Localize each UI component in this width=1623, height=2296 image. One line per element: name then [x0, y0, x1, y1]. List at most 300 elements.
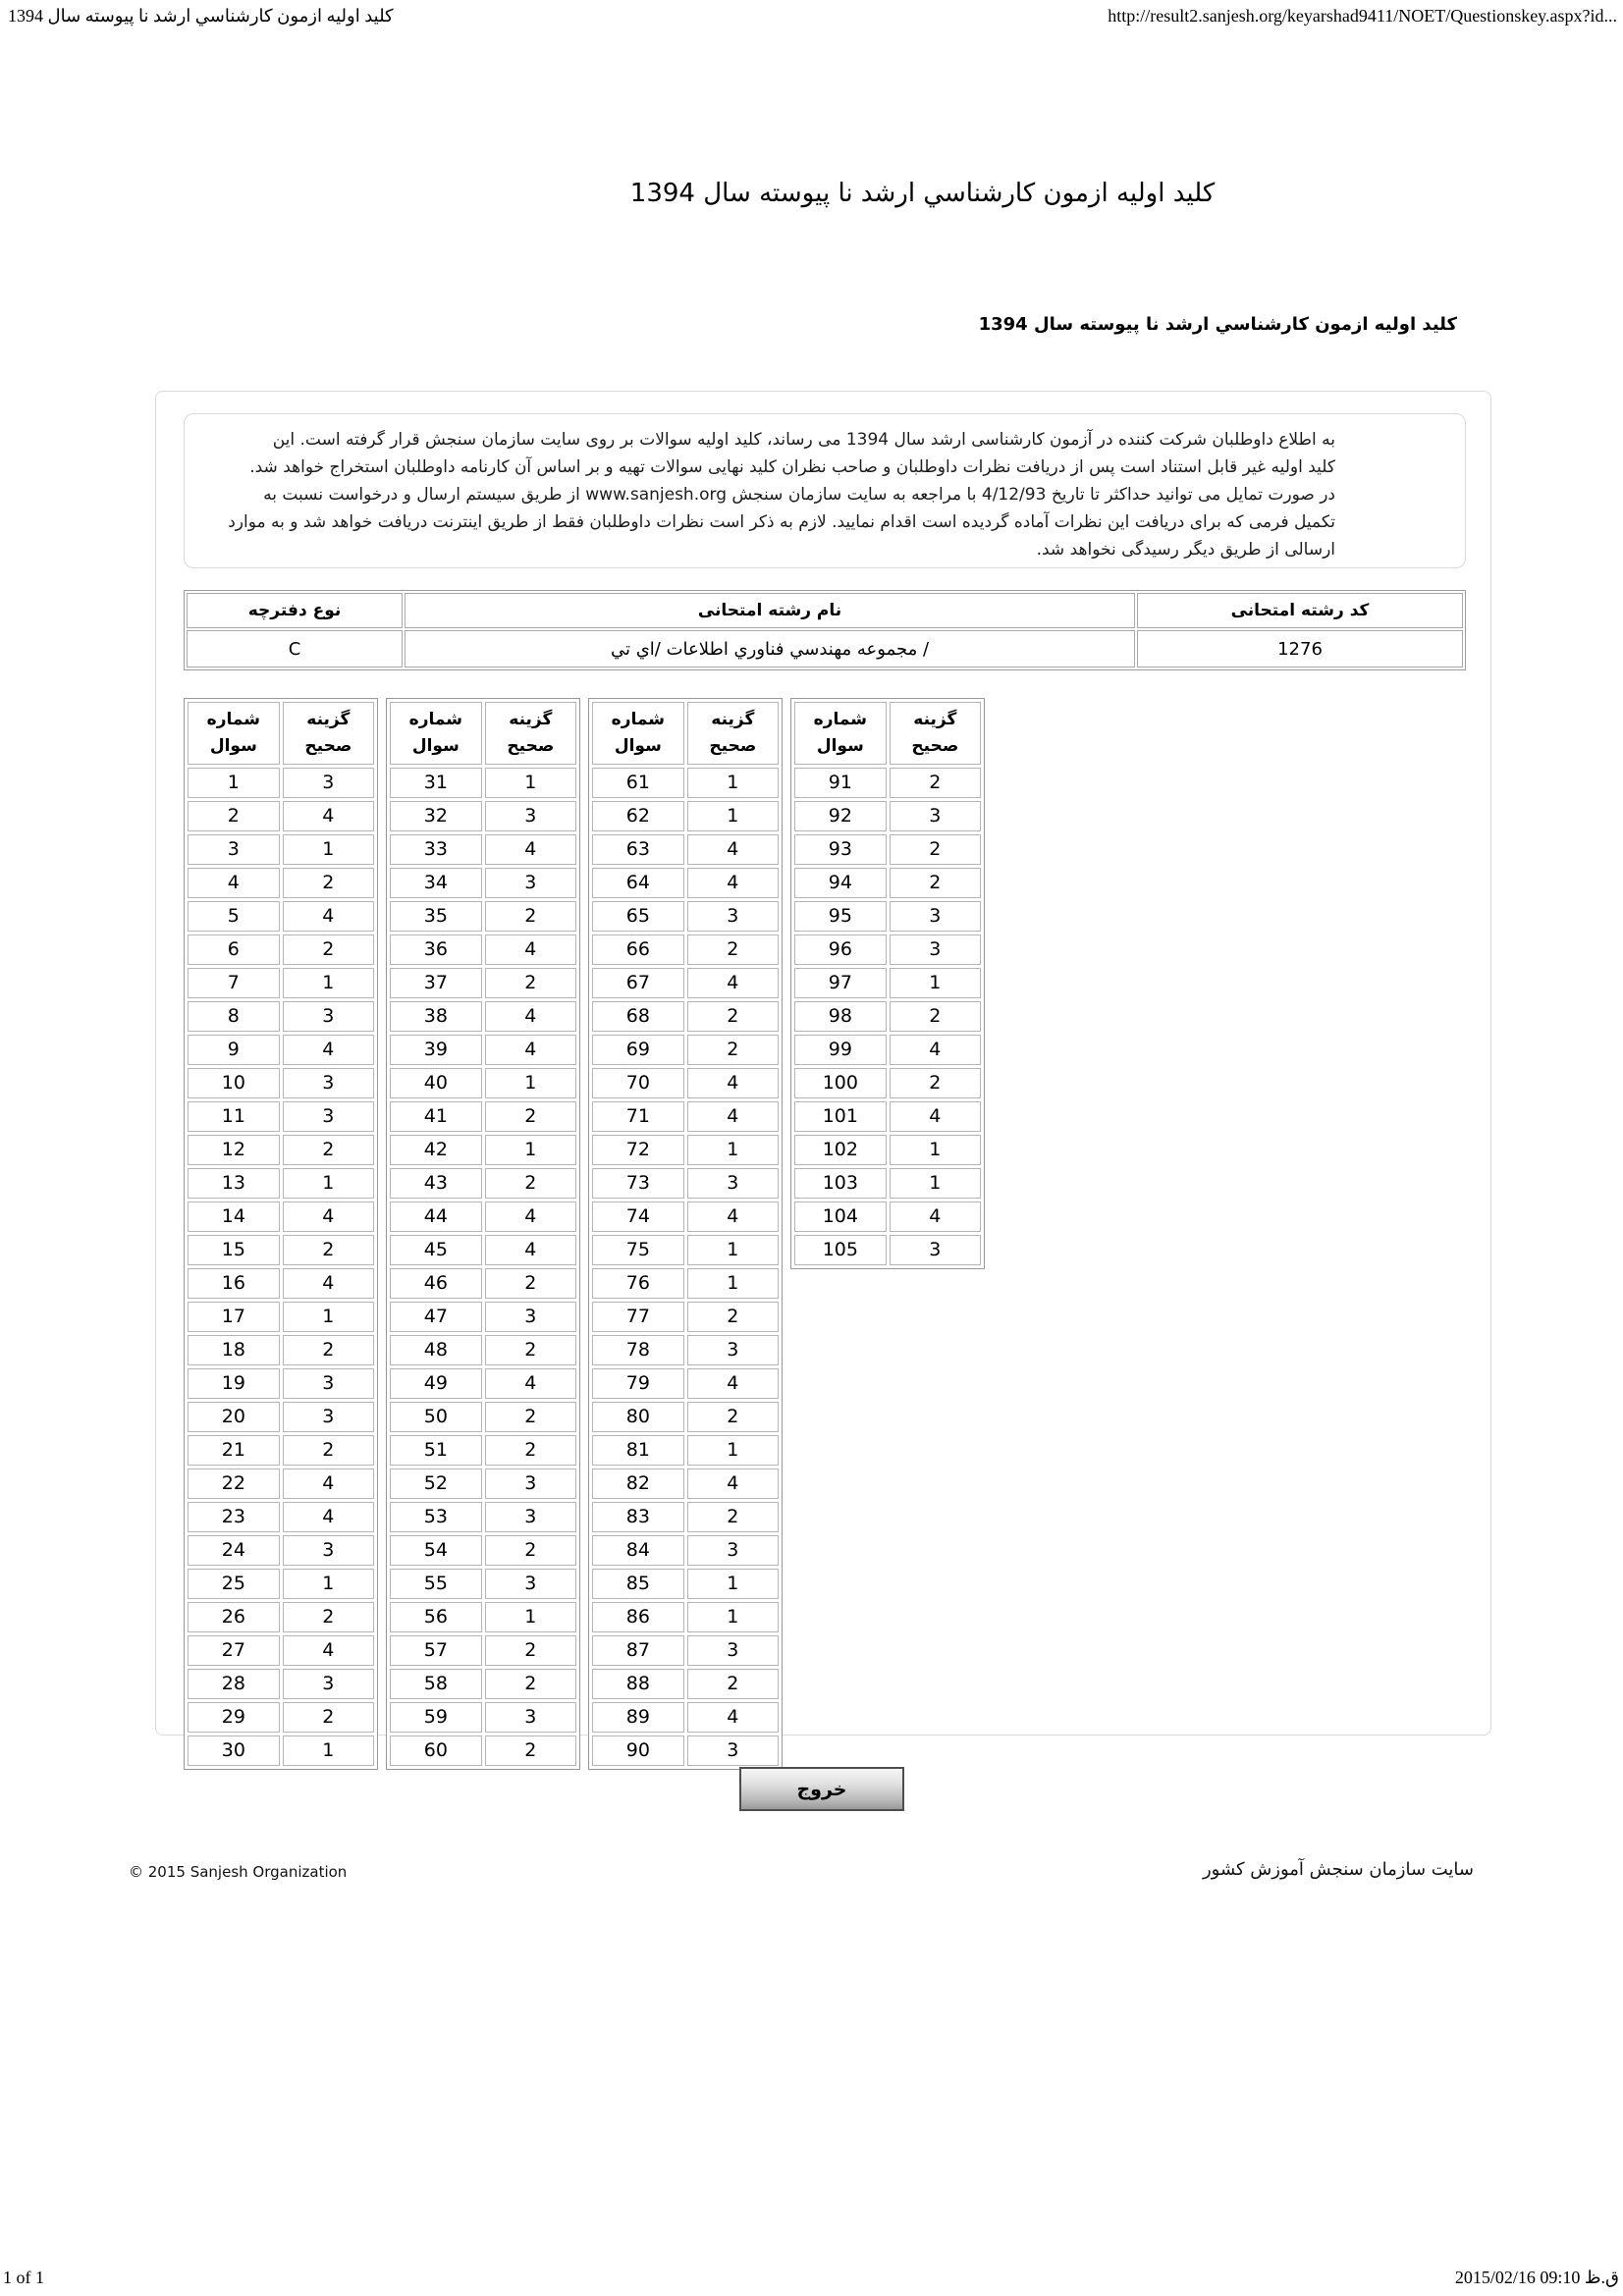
- question-number-cell: 17: [188, 1302, 280, 1332]
- answer-option-cell: 1: [485, 1602, 576, 1632]
- answer-option-cell: 1: [687, 1435, 779, 1466]
- answer-option-cell: 3: [485, 868, 576, 898]
- question-number-cell: 15: [188, 1235, 280, 1265]
- question-number-cell: 68: [592, 1001, 684, 1032]
- question-number-cell: 13: [188, 1168, 280, 1199]
- question-number-cell: 41: [390, 1101, 482, 1132]
- notice-line: ارسالی از طریق دیگر رسیدگی نخواهد شد.: [1036, 540, 1335, 560]
- answer-key-row: [188, 1402, 374, 1432]
- answer-option-cell: 3: [283, 1068, 374, 1098]
- question-number-cell: 105: [794, 1235, 887, 1265]
- answer-option-cell: 3: [283, 1535, 374, 1566]
- answer-option-cell: 1: [687, 1602, 779, 1632]
- header-line: شماره: [408, 710, 462, 729]
- footer-copyright: © 2015 Sanjesh Organization: [129, 1863, 348, 1881]
- answer-option-cell: 2: [485, 1435, 576, 1466]
- answer-key-row: [188, 1001, 374, 1032]
- answer-key-row: [794, 801, 981, 831]
- answer-key-row: [592, 1201, 779, 1232]
- question-number-cell: 93: [794, 834, 887, 865]
- question-number-cell: 61: [592, 768, 684, 798]
- question-number-cell: 38: [390, 1001, 482, 1032]
- answer-option-cell: 4: [283, 901, 374, 932]
- answer-key-row: [592, 901, 779, 932]
- answer-key-row: [794, 1035, 981, 1065]
- answer-option-cell: 3: [485, 801, 576, 831]
- question-number-cell: 78: [592, 1335, 684, 1365]
- question-number-cell: 95: [794, 901, 887, 932]
- notice-line: به اطلاع داوطلبان شرکت کننده در آزمون کارشناسی ارشد سال 1394 می رساند، کلید اولیه سوالات بر روی سایت سازمان سنجش قرار گرفته است. این: [272, 430, 1335, 450]
- answer-key-row: [794, 1068, 981, 1098]
- answer-option-cell: 2: [485, 1735, 576, 1766]
- answer-key-row: [188, 901, 374, 932]
- question-number-cell: 22: [188, 1468, 280, 1499]
- answer-key-row: [188, 934, 374, 965]
- answer-key-row: [390, 1602, 576, 1632]
- answer-option-cell: 2: [485, 1168, 576, 1199]
- question-number-cell: 98: [794, 1001, 887, 1032]
- header-line: گزینه: [711, 710, 755, 729]
- answer-option-cell: 2: [687, 1001, 779, 1032]
- answer-key-row: [390, 1268, 576, 1299]
- header-line: سوال: [209, 736, 257, 756]
- answer-key-row: [390, 1135, 576, 1165]
- answer-key-row: [592, 1035, 779, 1065]
- question-number-cell: 18: [188, 1335, 280, 1365]
- question-number-cell: 2: [188, 801, 280, 831]
- answer-key-row: [188, 1368, 374, 1399]
- answer-key-row: [390, 1669, 576, 1699]
- answer-option-cell: 3: [283, 1368, 374, 1399]
- header-line: شماره: [813, 710, 867, 729]
- question-number-cell: 83: [592, 1502, 684, 1532]
- answer-option-cell: 4: [687, 1068, 779, 1098]
- header-line: صحیح: [304, 736, 352, 756]
- answer-option-cell: 2: [485, 1402, 576, 1432]
- answer-option-cell: 3: [283, 1402, 374, 1432]
- question-number-cell: 62: [592, 801, 684, 831]
- answer-key-row: [188, 1602, 374, 1632]
- answer-option-cell: 2: [283, 1702, 374, 1733]
- question-number-cell: 45: [390, 1235, 482, 1265]
- notice-box: [184, 413, 1466, 568]
- answer-option-cell: 3: [283, 1101, 374, 1132]
- header-line: گزینه: [509, 710, 553, 729]
- exam-info-value-row: [187, 630, 1463, 667]
- answer-key-row: [794, 1001, 981, 1032]
- correct-option-header: [485, 702, 576, 765]
- answer-option-cell: 2: [687, 1669, 779, 1699]
- header-line: صحیح: [709, 736, 757, 756]
- answer-key-row: [390, 1535, 576, 1566]
- answer-key-row: [390, 768, 576, 798]
- answer-option-cell: 4: [283, 1268, 374, 1299]
- answer-option-cell: 3: [890, 934, 981, 965]
- answer-key-row: [390, 1702, 576, 1733]
- answer-key-row: [188, 1268, 374, 1299]
- exam-code-value: 1276: [1137, 630, 1463, 667]
- question-number-cell: 35: [390, 901, 482, 932]
- question-number-cell: 65: [592, 901, 684, 932]
- notice-line: در صورت تمایل می توانید حداکثر تا تاریخ 4/12/93 با مراجعه به سایت سازمان سنجش www.sanjesh.org از طریق سیستم ارسال و درخواست نسبت به: [263, 485, 1335, 505]
- question-number-cell: 32: [390, 801, 482, 831]
- correct-option-header: [890, 702, 981, 765]
- answer-option-cell: 3: [687, 1168, 779, 1199]
- question-number-cell: 37: [390, 968, 482, 998]
- question-number-cell: 57: [390, 1635, 482, 1666]
- answer-key-row: [794, 1235, 981, 1265]
- answer-option-cell: 1: [890, 1135, 981, 1165]
- answer-key-row: [794, 1101, 981, 1132]
- answer-option-cell: 1: [283, 968, 374, 998]
- question-number-cell: 59: [390, 1702, 482, 1733]
- content-box: [155, 391, 1491, 1761]
- answer-key-row: [188, 1535, 374, 1566]
- question-number-cell: 102: [794, 1135, 887, 1165]
- question-number-cell: 56: [390, 1602, 482, 1632]
- question-number-cell: 71: [592, 1101, 684, 1132]
- answer-key-row: [592, 934, 779, 965]
- answer-key-row: [794, 934, 981, 965]
- question-number-cell: 39: [390, 1035, 482, 1065]
- answer-option-cell: 1: [283, 1569, 374, 1599]
- answer-key-row: [592, 1368, 779, 1399]
- question-number-cell: 24: [188, 1535, 280, 1566]
- answer-key-table-2: [386, 698, 580, 1770]
- answer-key-table-4: [790, 698, 985, 1269]
- question-number-cell: 47: [390, 1302, 482, 1332]
- question-number-cell: 5: [188, 901, 280, 932]
- answer-key-header-row: [794, 702, 981, 765]
- answer-key-row: [390, 1402, 576, 1432]
- answer-key-row: [592, 801, 779, 831]
- answer-option-cell: 4: [687, 968, 779, 998]
- question-number-cell: 86: [592, 1602, 684, 1632]
- question-number-cell: 21: [188, 1435, 280, 1466]
- answer-option-cell: 4: [687, 1368, 779, 1399]
- question-number-cell: 63: [592, 834, 684, 865]
- header-line: سوال: [614, 736, 662, 756]
- answer-key-row: [390, 1368, 576, 1399]
- answer-key-row: [390, 801, 576, 831]
- answer-option-cell: 3: [687, 1535, 779, 1566]
- answer-option-cell: 4: [890, 1101, 981, 1132]
- answer-key-row: [390, 968, 576, 998]
- question-number-cell: 103: [794, 1168, 887, 1199]
- answer-key-row: [794, 1201, 981, 1232]
- print-header-document-title: کلید اولیه ازمون کارشناسي ارشد نا پیوسته سال 1394: [8, 6, 394, 26]
- answer-option-cell: 1: [283, 834, 374, 865]
- answer-key-row: [592, 1569, 779, 1599]
- exam-info-header-row: [187, 593, 1463, 628]
- answer-option-cell: 2: [687, 1302, 779, 1332]
- question-number-cell: 46: [390, 1268, 482, 1299]
- question-number-cell: 51: [390, 1435, 482, 1466]
- question-number-cell: 88: [592, 1669, 684, 1699]
- answer-key-row: [390, 1302, 576, 1332]
- answer-option-cell: 4: [283, 1502, 374, 1532]
- answer-key-row: [390, 1468, 576, 1499]
- question-number-cell: 1: [188, 768, 280, 798]
- answer-option-cell: 2: [283, 1235, 374, 1265]
- answer-key-row: [592, 1735, 779, 1766]
- answer-key-header-row: [390, 702, 576, 765]
- answer-option-cell: 4: [283, 1035, 374, 1065]
- booklet-type-header: نوع دفترچه: [187, 593, 403, 628]
- question-number-cell: 6: [188, 934, 280, 965]
- question-number-cell: 74: [592, 1201, 684, 1232]
- answer-option-cell: 2: [283, 1435, 374, 1466]
- question-number-cell: 101: [794, 1101, 887, 1132]
- question-number-cell: 64: [592, 868, 684, 898]
- question-number-cell: 14: [188, 1201, 280, 1232]
- answer-option-cell: 3: [687, 1335, 779, 1365]
- answer-option-cell: 3: [890, 801, 981, 831]
- answer-option-cell: 1: [687, 801, 779, 831]
- answer-option-cell: 3: [687, 901, 779, 932]
- question-number-cell: 12: [188, 1135, 280, 1165]
- question-number-cell: 20: [188, 1402, 280, 1432]
- answer-option-cell: 1: [687, 1135, 779, 1165]
- answer-key-row: [188, 968, 374, 998]
- answer-key-row: [592, 1435, 779, 1466]
- answer-key-row: [188, 1235, 374, 1265]
- header-line: گزینه: [913, 710, 957, 729]
- question-number-cell: 23: [188, 1502, 280, 1532]
- answer-option-cell: 2: [687, 1502, 779, 1532]
- answer-key-row: [592, 1001, 779, 1032]
- booklet-type-value: C: [187, 630, 403, 667]
- answer-option-cell: 1: [485, 1135, 576, 1165]
- answer-option-cell: 2: [485, 901, 576, 932]
- question-number-cell: 40: [390, 1068, 482, 1098]
- answer-option-cell: 2: [890, 768, 981, 798]
- question-number-cell: 90: [592, 1735, 684, 1766]
- answer-key-header-row: [188, 702, 374, 765]
- question-number-cell: 10: [188, 1068, 280, 1098]
- answer-key-row: [592, 1268, 779, 1299]
- answer-option-cell: 3: [485, 1702, 576, 1733]
- question-number-cell: 84: [592, 1535, 684, 1566]
- question-number-cell: 27: [188, 1635, 280, 1666]
- answer-key-row: [188, 1735, 374, 1766]
- answer-key-row: [592, 1302, 779, 1332]
- answer-key-row: [188, 834, 374, 865]
- answer-option-cell: 4: [890, 1035, 981, 1065]
- question-number-cell: 96: [794, 934, 887, 965]
- question-number-header: [592, 702, 684, 765]
- answer-key-row: [794, 968, 981, 998]
- question-number-cell: 33: [390, 834, 482, 865]
- answer-key-row: [390, 834, 576, 865]
- answer-key-header-row: [592, 702, 779, 765]
- answer-option-cell: 2: [283, 1602, 374, 1632]
- question-number-cell: 30: [188, 1735, 280, 1766]
- answer-key-row: [592, 1235, 779, 1265]
- question-number-cell: 89: [592, 1702, 684, 1733]
- print-footer-page-number: 1 of 1: [3, 2268, 44, 2287]
- answer-key-row: [188, 1335, 374, 1365]
- answer-key-row: [188, 1201, 374, 1232]
- answer-option-cell: 2: [687, 1035, 779, 1065]
- question-number-cell: 53: [390, 1502, 482, 1532]
- answer-key-row: [188, 1702, 374, 1733]
- question-number-cell: 82: [592, 1468, 684, 1499]
- answer-option-cell: 1: [890, 968, 981, 998]
- header-line: سوال: [411, 736, 460, 756]
- question-number-cell: 81: [592, 1435, 684, 1466]
- answer-key-row: [188, 768, 374, 798]
- answer-key-row: [390, 1335, 576, 1365]
- answer-option-cell: 4: [687, 834, 779, 865]
- question-number-cell: 8: [188, 1001, 280, 1032]
- answer-key-row: [390, 1235, 576, 1265]
- question-number-cell: 80: [592, 1402, 684, 1432]
- answer-key-row: [390, 1001, 576, 1032]
- answer-key-row: [794, 768, 981, 798]
- answer-option-cell: 4: [687, 1468, 779, 1499]
- answer-option-cell: 1: [485, 1068, 576, 1098]
- answer-key-row: [794, 868, 981, 898]
- answer-option-cell: 2: [687, 934, 779, 965]
- question-number-cell: 43: [390, 1168, 482, 1199]
- question-number-cell: 9: [188, 1035, 280, 1065]
- question-number-cell: 76: [592, 1268, 684, 1299]
- answer-option-cell: 2: [485, 1535, 576, 1566]
- question-number-cell: 16: [188, 1268, 280, 1299]
- answer-option-cell: 2: [485, 1335, 576, 1365]
- header-line: شماره: [611, 710, 665, 729]
- answer-key-row: [188, 868, 374, 898]
- answer-option-cell: 4: [687, 1101, 779, 1132]
- answer-option-cell: 4: [687, 1201, 779, 1232]
- answer-option-cell: 2: [485, 1635, 576, 1666]
- answer-option-cell: 3: [485, 1468, 576, 1499]
- question-number-cell: 58: [390, 1669, 482, 1699]
- answer-option-cell: 3: [283, 1001, 374, 1032]
- answer-key-row: [592, 1669, 779, 1699]
- header-line: گزینه: [306, 710, 351, 729]
- answer-option-cell: 4: [687, 1702, 779, 1733]
- answer-option-cell: 4: [283, 801, 374, 831]
- answer-key-row: [794, 901, 981, 932]
- exam-name-value: / مجموعه مهندسي فناوري اطلاعات /اي تي: [405, 630, 1135, 667]
- answer-option-cell: 2: [283, 934, 374, 965]
- answer-key-row: [592, 868, 779, 898]
- answer-key-section: [184, 698, 985, 1770]
- notice-line: کلید اولیه غیر قابل استناد است پس از دریافت نظرات داوطلبان و صاحب نظران کلید نهایی سوالات تهیه و بر اساس آن کارنامه داوطلبان استخراج خواهد شد.: [249, 457, 1335, 477]
- header-line: شماره: [206, 710, 260, 729]
- notice-line: تکمیل فرمی که برای دریافت این نظرات آماده گردیده است اقدام نمایید. لازم به ذکر است نظرات داوطلبان فقط از طریق اینترنت دریافت خواهد شد و به موارد: [228, 512, 1335, 532]
- header-line: سوال: [816, 736, 864, 756]
- answer-option-cell: 4: [485, 934, 576, 965]
- answer-option-cell: 2: [687, 1402, 779, 1432]
- answer-key-row: [188, 1569, 374, 1599]
- question-number-cell: 92: [794, 801, 887, 831]
- answer-key-row: [390, 1168, 576, 1199]
- answer-option-cell: 2: [890, 1068, 981, 1098]
- answer-key-table-3: [588, 698, 783, 1770]
- question-number-cell: 42: [390, 1135, 482, 1165]
- question-number-cell: 4: [188, 868, 280, 898]
- answer-option-cell: 3: [283, 1669, 374, 1699]
- answer-key-row: [188, 1168, 374, 1199]
- question-number-cell: 60: [390, 1735, 482, 1766]
- answer-option-cell: 2: [890, 868, 981, 898]
- question-number-cell: 75: [592, 1235, 684, 1265]
- section-title: کلید اولیه ازمون کارشناسي ارشد نا پیوسته سال 1394: [978, 314, 1457, 335]
- answer-option-cell: 4: [485, 1035, 576, 1065]
- answer-option-cell: 1: [485, 768, 576, 798]
- question-number-cell: 3: [188, 834, 280, 865]
- answer-key-row: [592, 1468, 779, 1499]
- answer-key-row: [592, 1535, 779, 1566]
- question-number-cell: 85: [592, 1569, 684, 1599]
- answer-option-cell: 2: [283, 1335, 374, 1365]
- exam-name-header: نام رشته امتحانی: [405, 593, 1135, 628]
- answer-option-cell: 1: [687, 1268, 779, 1299]
- question-number-cell: 94: [794, 868, 887, 898]
- header-line: صحیح: [911, 736, 959, 756]
- question-number-cell: 91: [794, 768, 887, 798]
- question-number-header: [188, 702, 280, 765]
- answer-option-cell: 1: [687, 1569, 779, 1599]
- answer-option-cell: 4: [687, 868, 779, 898]
- question-number-cell: 26: [188, 1602, 280, 1632]
- answer-key-row: [592, 768, 779, 798]
- question-number-cell: 50: [390, 1402, 482, 1432]
- answer-option-cell: 3: [485, 1302, 576, 1332]
- question-number-cell: 28: [188, 1669, 280, 1699]
- answer-key-row: [188, 1635, 374, 1666]
- answer-option-cell: 3: [485, 1569, 576, 1599]
- answer-key-row: [390, 934, 576, 965]
- answer-key-row: [592, 1502, 779, 1532]
- question-number-cell: 77: [592, 1302, 684, 1332]
- question-number-cell: 55: [390, 1569, 482, 1599]
- answer-key-row: [188, 1502, 374, 1532]
- answer-option-cell: 2: [890, 1001, 981, 1032]
- answer-option-cell: 1: [687, 1235, 779, 1265]
- answer-key-row: [592, 1702, 779, 1733]
- answer-key-row: [390, 1502, 576, 1532]
- answer-option-cell: 3: [687, 1635, 779, 1666]
- page-title: کلید اولیه ازمون کارشناسي ارشد نا پیوسته سال 1394: [629, 179, 1216, 208]
- answer-option-cell: 1: [687, 768, 779, 798]
- question-number-cell: 69: [592, 1035, 684, 1065]
- exit-button[interactable]: خروج: [739, 1767, 904, 1811]
- question-number-cell: 79: [592, 1368, 684, 1399]
- answer-option-cell: 1: [283, 1302, 374, 1332]
- answer-option-cell: 4: [283, 1635, 374, 1666]
- answer-option-cell: 1: [283, 1735, 374, 1766]
- exam-info-table: [184, 590, 1466, 670]
- answer-key-row: [390, 1101, 576, 1132]
- answer-key-row: [592, 1402, 779, 1432]
- question-number-cell: 52: [390, 1468, 482, 1499]
- exam-code-header: کد رشته امتحانی: [1137, 593, 1463, 628]
- answer-key-row: [794, 834, 981, 865]
- answer-key-row: [390, 1735, 576, 1766]
- answer-option-cell: 2: [485, 1101, 576, 1132]
- question-number-header: [794, 702, 887, 765]
- answer-key-row: [592, 1101, 779, 1132]
- answer-option-cell: 3: [890, 1235, 981, 1265]
- answer-option-cell: 2: [485, 1268, 576, 1299]
- question-number-cell: 36: [390, 934, 482, 965]
- answer-key-row: [188, 1302, 374, 1332]
- answer-option-cell: 4: [890, 1201, 981, 1232]
